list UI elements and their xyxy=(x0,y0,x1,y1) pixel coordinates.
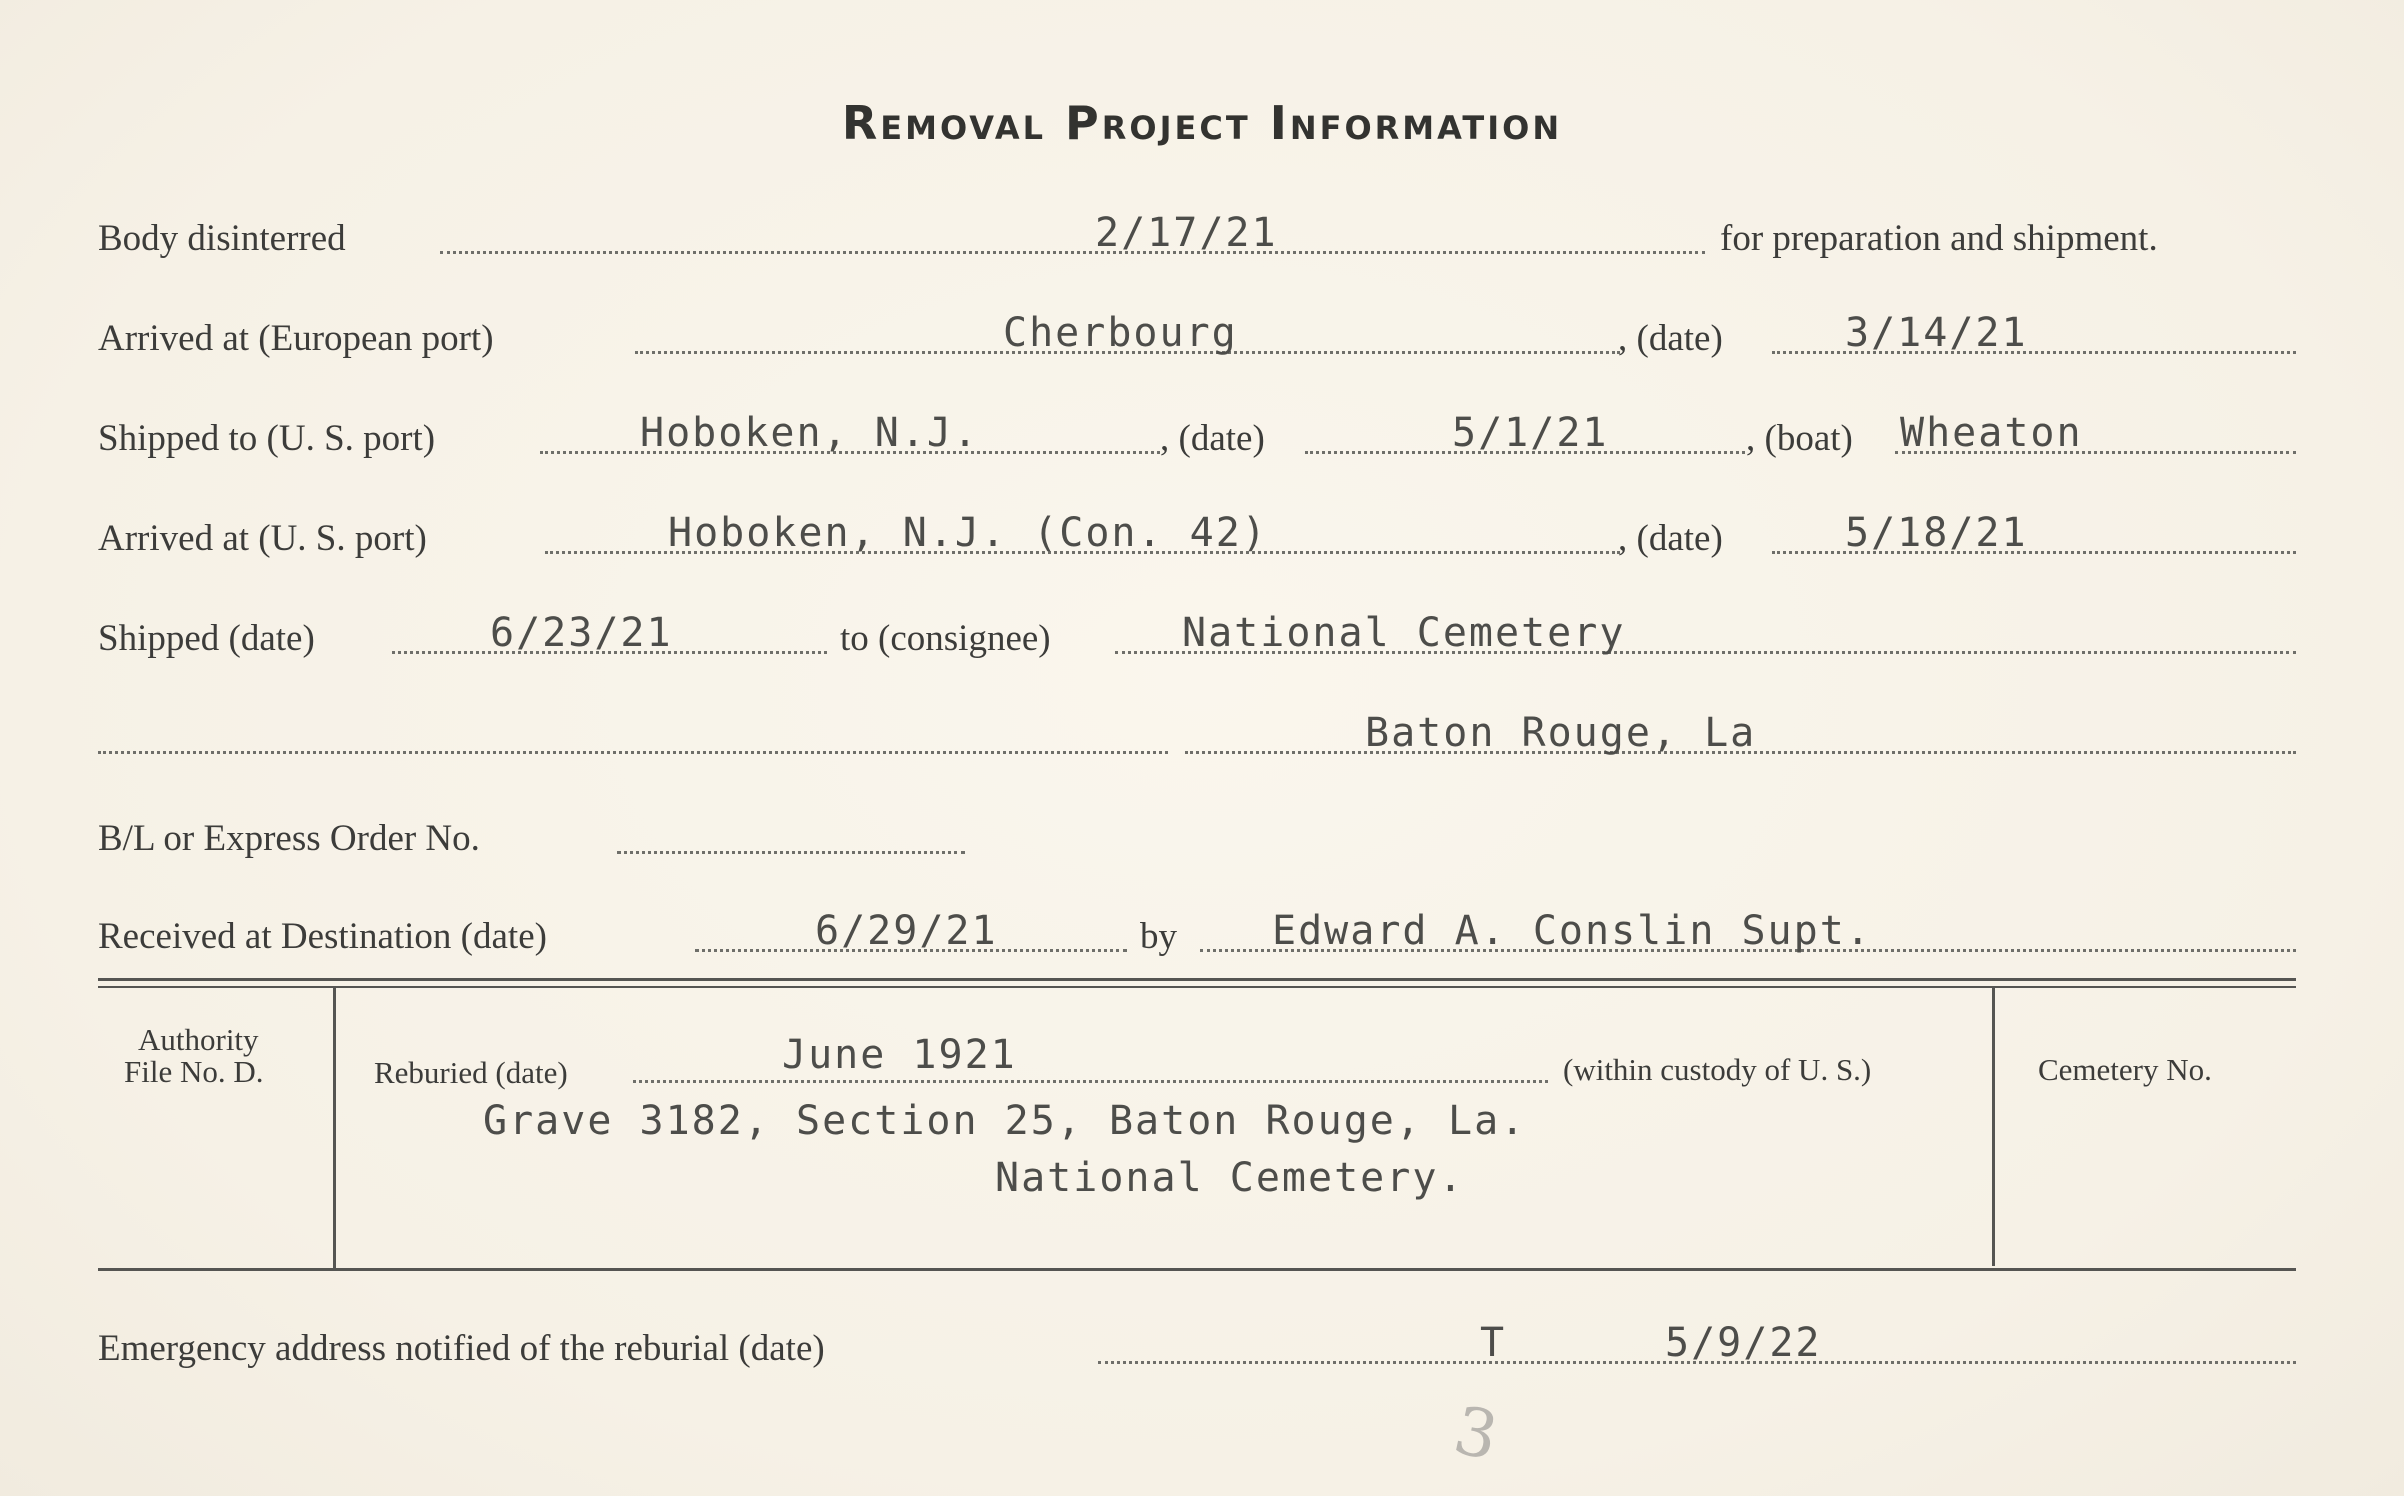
reburied-date: June 1921 xyxy=(782,1032,1017,1078)
row-received xyxy=(0,898,2404,968)
card-title: Removal Project Information xyxy=(841,96,1563,150)
consignee-line2-value: Baton Rouge, La xyxy=(1365,710,1757,756)
shipped-us-boat: Wheaton xyxy=(1900,410,2083,456)
pencil-mark: 3 xyxy=(1447,1391,1505,1476)
received-date: 6/29/21 xyxy=(815,908,998,954)
authority-label-1: Authority xyxy=(138,1022,259,1057)
received-by-value: Edward A. Conslin Supt. xyxy=(1272,908,1872,954)
authority-label-2: File No. D. xyxy=(124,1054,264,1089)
shipped-date-label: Shipped (date) xyxy=(98,618,315,659)
emergency-date: 5/9/22 xyxy=(1665,1320,1822,1366)
arrived-us-date-label: , (date) xyxy=(1618,518,1723,559)
shipped-us-date: 5/1/21 xyxy=(1452,410,1609,456)
shipped-date: 6/23/21 xyxy=(490,610,673,656)
row-shipped-consignee xyxy=(0,600,2404,670)
row-consignee-continued xyxy=(0,700,2404,770)
box-divider-left xyxy=(333,988,336,1268)
consignee-label: to (consignee) xyxy=(840,618,1051,659)
box-top-rule-2 xyxy=(98,986,2296,988)
disinterred-date: 2/17/21 xyxy=(1095,210,1278,256)
row-disinterred xyxy=(0,200,2404,270)
reburied-label: Reburied (date) xyxy=(374,1055,568,1090)
emergency-prefix: T xyxy=(1480,1320,1507,1366)
bl-order-label: B/L or Express Order No. xyxy=(98,818,480,859)
box-bottom-rule xyxy=(98,1268,2296,1271)
arrived-us-port-value: Hoboken, N.J. (Con. 42) xyxy=(668,510,1268,556)
row-arrived-european-port xyxy=(0,300,2404,370)
box-divider-right xyxy=(1992,988,1995,1266)
disinterred-label: Body disinterred xyxy=(98,218,346,259)
received-by-label: by xyxy=(1140,916,1177,957)
row-bl-order xyxy=(0,800,2404,870)
shipped-us-date-label: , (date) xyxy=(1160,418,1265,459)
consignee-value: National Cemetery xyxy=(1182,610,1626,656)
reburial-location-line1: Grave 3182, Section 25, Baton Rouge, La. xyxy=(483,1098,1527,1144)
shipped-us-port-label: Shipped to (U. S. port) xyxy=(98,418,436,459)
european-port-value: Cherbourg xyxy=(1003,310,1238,356)
received-label: Received at Destination (date) xyxy=(98,916,547,957)
arrived-us-port-label: Arrived at (U. S. port) xyxy=(98,518,427,559)
arrived-us-date: 5/18/21 xyxy=(1845,510,2028,556)
row-shipped-us-port xyxy=(0,400,2404,470)
cemetery-no-label: Cemetery No. xyxy=(2038,1052,2212,1087)
disinterred-suffix: for preparation and shipment. xyxy=(1720,218,2158,259)
custody-label: (within custody of U. S.) xyxy=(1563,1052,1872,1087)
european-port-date: 3/14/21 xyxy=(1845,310,2028,356)
reburied-date-line xyxy=(633,1080,1548,1083)
european-port-label: Arrived at (European port) xyxy=(98,318,494,359)
bl-order-line xyxy=(617,851,965,854)
shipped-us-port-value: Hoboken, N.J. xyxy=(640,410,980,456)
shipped-us-boat-label: , (boat) xyxy=(1746,418,1853,459)
row-arrived-us-port xyxy=(0,500,2404,570)
reburial-location-line2: National Cemetery. xyxy=(995,1155,1465,1201)
consignee-line2-left xyxy=(98,751,1168,754)
row-emergency xyxy=(0,1310,2404,1380)
european-port-date-label: , (date) xyxy=(1618,318,1723,359)
emergency-label: Emergency address notified of the reburial (date) xyxy=(98,1328,825,1369)
box-top-rule xyxy=(98,978,2296,981)
disinterred-line xyxy=(440,251,1705,254)
